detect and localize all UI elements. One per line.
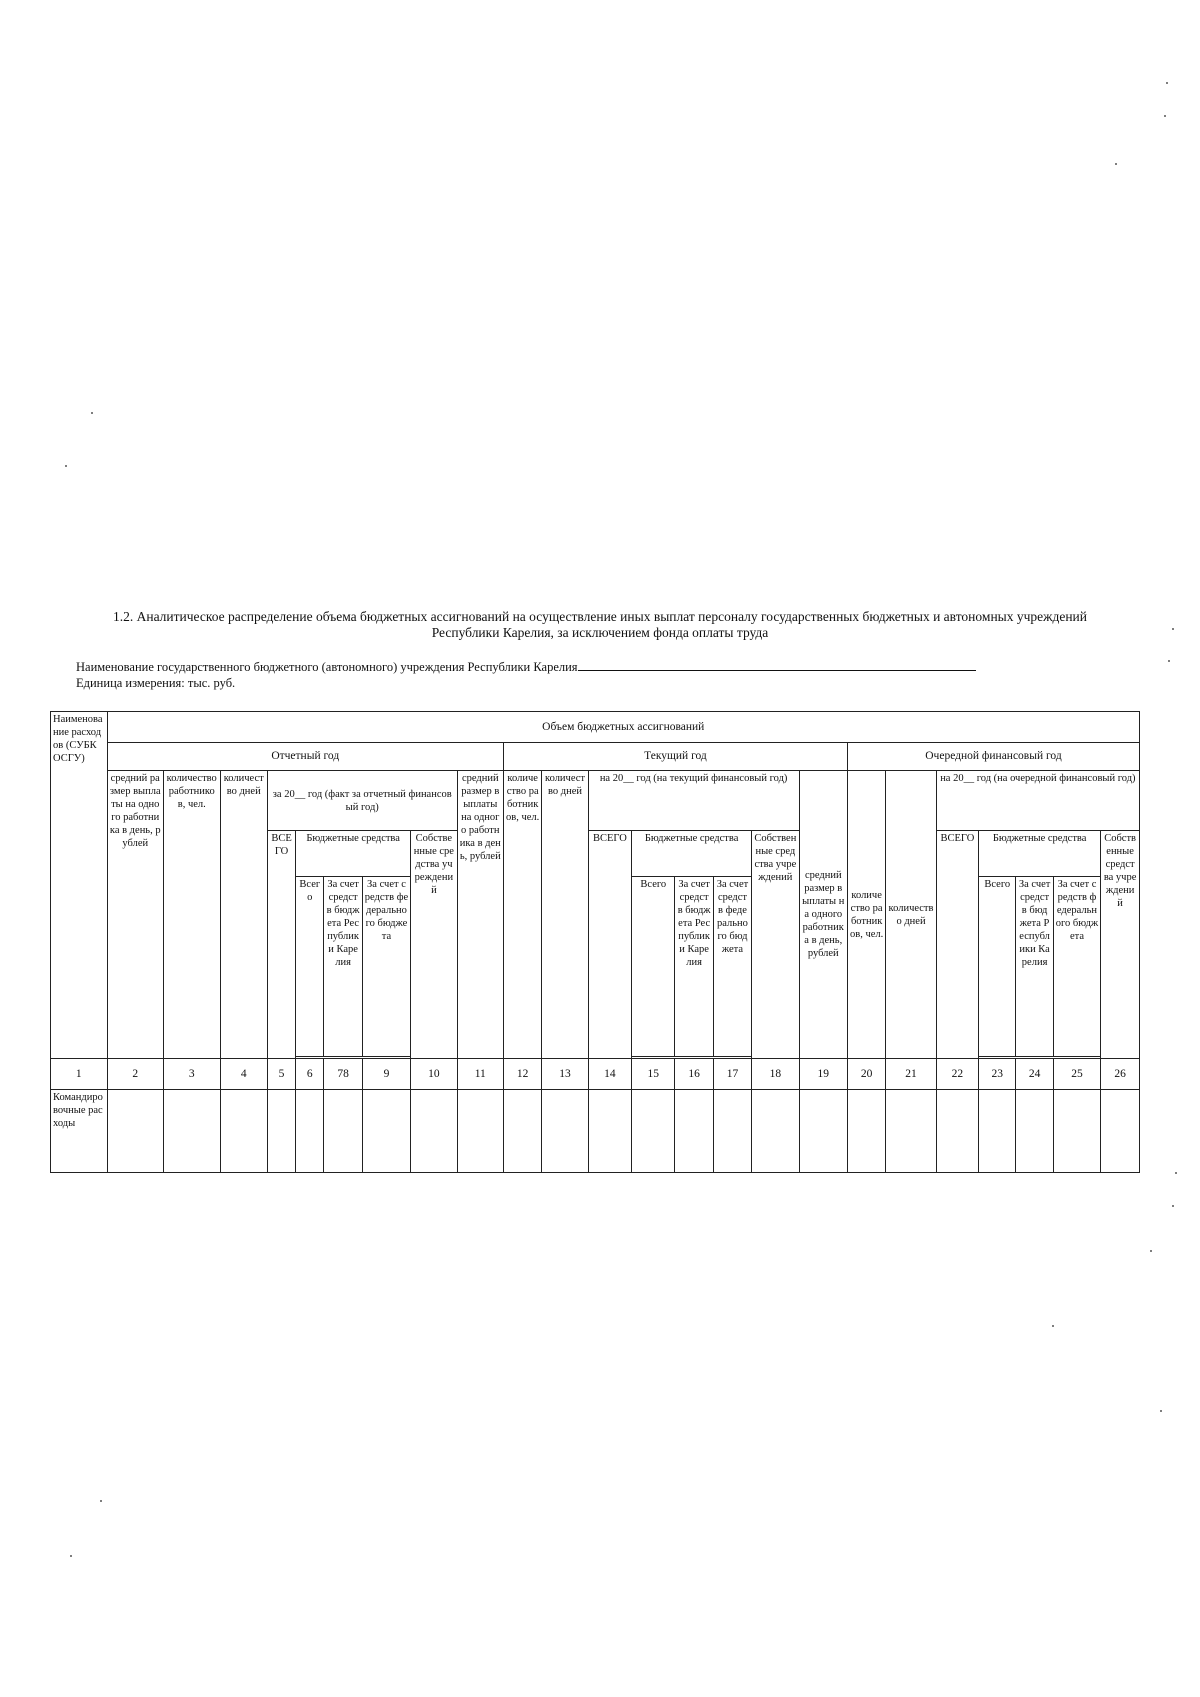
col-num: 11 <box>457 1059 503 1090</box>
scan-speck <box>1172 628 1174 630</box>
scan-speck <box>1172 1205 1174 1207</box>
header-next-employee-count: количество работников, чел. <box>847 771 885 1059</box>
header-next-total: ВСЕГО <box>936 831 978 1059</box>
table-cell <box>164 1090 221 1173</box>
table-cell <box>886 1090 936 1173</box>
table-cell <box>979 1090 1016 1173</box>
header-reporting-year: Отчетный год <box>107 743 503 771</box>
table-cell <box>411 1090 457 1173</box>
column-number-row <box>51 1059 1140 1090</box>
scan-speck <box>1052 1325 1054 1327</box>
col-num: 25 <box>1053 1059 1100 1090</box>
header-cur-avg-payment: средний размер выплаты на одного работника в день, рублей <box>457 771 503 1059</box>
table-cell <box>675 1090 713 1173</box>
header-cur-budget-fed: За счет средств федерального бюджета <box>713 877 751 1057</box>
appropriations-table <box>50 711 1140 1173</box>
col-num: 15 <box>632 1059 675 1090</box>
col-num: 17 <box>713 1059 751 1090</box>
table-cell <box>324 1090 362 1173</box>
table-cell <box>632 1090 675 1173</box>
col-num: 13 <box>542 1059 588 1090</box>
header-cur-budget-total: Всего <box>632 877 675 1057</box>
table-cell <box>752 1090 799 1173</box>
institution-blank-field <box>578 659 976 671</box>
header-rep-budget-fed: За счет средств федерального бюджета <box>362 877 410 1057</box>
col-num: 10 <box>411 1059 457 1090</box>
scan-speck <box>65 465 67 467</box>
header-rep-budget-rk: За счет средств бюджета Республики Карелия <box>324 877 362 1057</box>
header-expense-name: Наименование расходов (СУБК ОСГУ) <box>51 712 108 1059</box>
col-num: 19 <box>799 1059 847 1090</box>
unit-label: Единица измерения: тыс. руб. <box>76 676 236 690</box>
header-cur-year-plan: на 20__ год (на текущий финансовый год) <box>588 771 799 831</box>
table-cell <box>847 1090 885 1173</box>
institution-label: Наименование государственного бюджетного (автономного) учреждения Республики Карелия <box>76 660 578 674</box>
scan-speck <box>100 1500 102 1502</box>
table-cell <box>1053 1090 1100 1173</box>
row-label-travel-expenses: Командировочные расходы <box>51 1090 108 1173</box>
col-num: 21 <box>886 1059 936 1090</box>
table-cell <box>1101 1090 1140 1173</box>
header-cur-own-funds: Собственные средства учреждений <box>752 831 799 1059</box>
document-title <box>60 609 1140 641</box>
col-num: 14 <box>588 1059 631 1090</box>
header-cur-employee-count: количество работников, чел. <box>503 771 541 1059</box>
header-rep-year-fact: за 20__ год (факт за отчетный финансовый год) <box>267 771 457 831</box>
header-rep-days: количество дней <box>220 771 267 1059</box>
header-cur-total: ВСЕГО <box>588 831 631 1059</box>
table-cell <box>220 1090 267 1173</box>
scan-speck <box>1166 82 1168 84</box>
table-cell <box>362 1090 410 1173</box>
col-num: 9 <box>362 1059 410 1090</box>
scan-speck <box>1164 115 1166 117</box>
col-num: 1 <box>51 1059 108 1090</box>
header-rep-own-funds: Собственные средства учреждений <box>411 831 457 1059</box>
scan-speck <box>1168 660 1170 662</box>
title-line-2: Республики Карелия, за исключением фонда оплаты труда <box>431 625 769 640</box>
scan-speck <box>1160 1410 1162 1412</box>
header-rep-avg-payment: средний размер выплаты на одного работника в день, рублей <box>107 771 164 1059</box>
col-num: 26 <box>1101 1059 1140 1090</box>
header-next-budget-total: Всего <box>979 877 1016 1057</box>
table-cell <box>267 1090 295 1173</box>
header-current-year: Текущий год <box>503 743 847 771</box>
table-cell <box>107 1090 164 1173</box>
header-cur-budget-rk: За счет средств бюджета Республики Карелия <box>675 877 713 1057</box>
col-num: 4 <box>220 1059 267 1090</box>
header-next-year-plan: на 20__ год (на очередной финансовый год) <box>936 771 1139 831</box>
scan-speck <box>70 1555 72 1557</box>
table-cell <box>936 1090 978 1173</box>
col-num: 22 <box>936 1059 978 1090</box>
header-next-own-funds: Собственные средства учреждений <box>1101 831 1140 1059</box>
table-cell <box>588 1090 631 1173</box>
institution-line <box>76 659 976 675</box>
title-line-1: 1.2. Аналитическое распределение объема бюджетных ассигнований на осуществление иных выплат персоналу государственных бюджетных и автономных учреждений <box>112 609 1088 624</box>
col-num: 24 <box>1016 1059 1053 1090</box>
col-num: 20 <box>847 1059 885 1090</box>
table-row <box>51 1090 1140 1173</box>
col-num: 12 <box>503 1059 541 1090</box>
table-cell <box>1016 1090 1053 1173</box>
header-rep-budget-funds: Бюджетные средства <box>296 831 411 877</box>
col-num: 6 <box>296 1059 324 1090</box>
table-cell <box>457 1090 503 1173</box>
header-next-budget-rk: За счет средств бюджета Республики Карелия <box>1016 877 1053 1057</box>
scan-speck <box>91 412 93 414</box>
col-num: 5 <box>267 1059 295 1090</box>
table-cell <box>296 1090 324 1173</box>
header-cur-budget-funds: Бюджетные средства <box>632 831 752 877</box>
table-cell <box>503 1090 541 1173</box>
col-num: 2 <box>107 1059 164 1090</box>
scan-speck <box>1175 1172 1177 1174</box>
table-cell <box>713 1090 751 1173</box>
header-next-budget-fed: За счет средств федерального бюджета <box>1053 877 1100 1057</box>
col-num: 16 <box>675 1059 713 1090</box>
header-cur-days: количество дней <box>542 771 588 1059</box>
scan-speck <box>1115 163 1117 165</box>
col-num: 78 <box>324 1059 362 1090</box>
col-num: 18 <box>752 1059 799 1090</box>
table-cell <box>799 1090 847 1173</box>
header-rep-total: ВСЕГО <box>267 831 295 1059</box>
header-next-year: Очередной финансовый год <box>847 743 1139 771</box>
header-next-days: количество дней <box>886 771 936 1059</box>
header-rep-budget-total: Всего <box>296 877 324 1057</box>
header-volume: Объем бюджетных ассигнований <box>107 712 1140 743</box>
col-num: 3 <box>164 1059 221 1090</box>
col-num: 23 <box>979 1059 1016 1090</box>
table-cell <box>542 1090 588 1173</box>
header-rep-employee-count: количество работников, чел. <box>164 771 221 1059</box>
scan-speck <box>1150 1250 1152 1252</box>
header-next-budget-funds: Бюджетные средства <box>979 831 1101 877</box>
header-next-avg-payment: средний размер выплаты на одного работника в день, рублей <box>799 771 847 1059</box>
